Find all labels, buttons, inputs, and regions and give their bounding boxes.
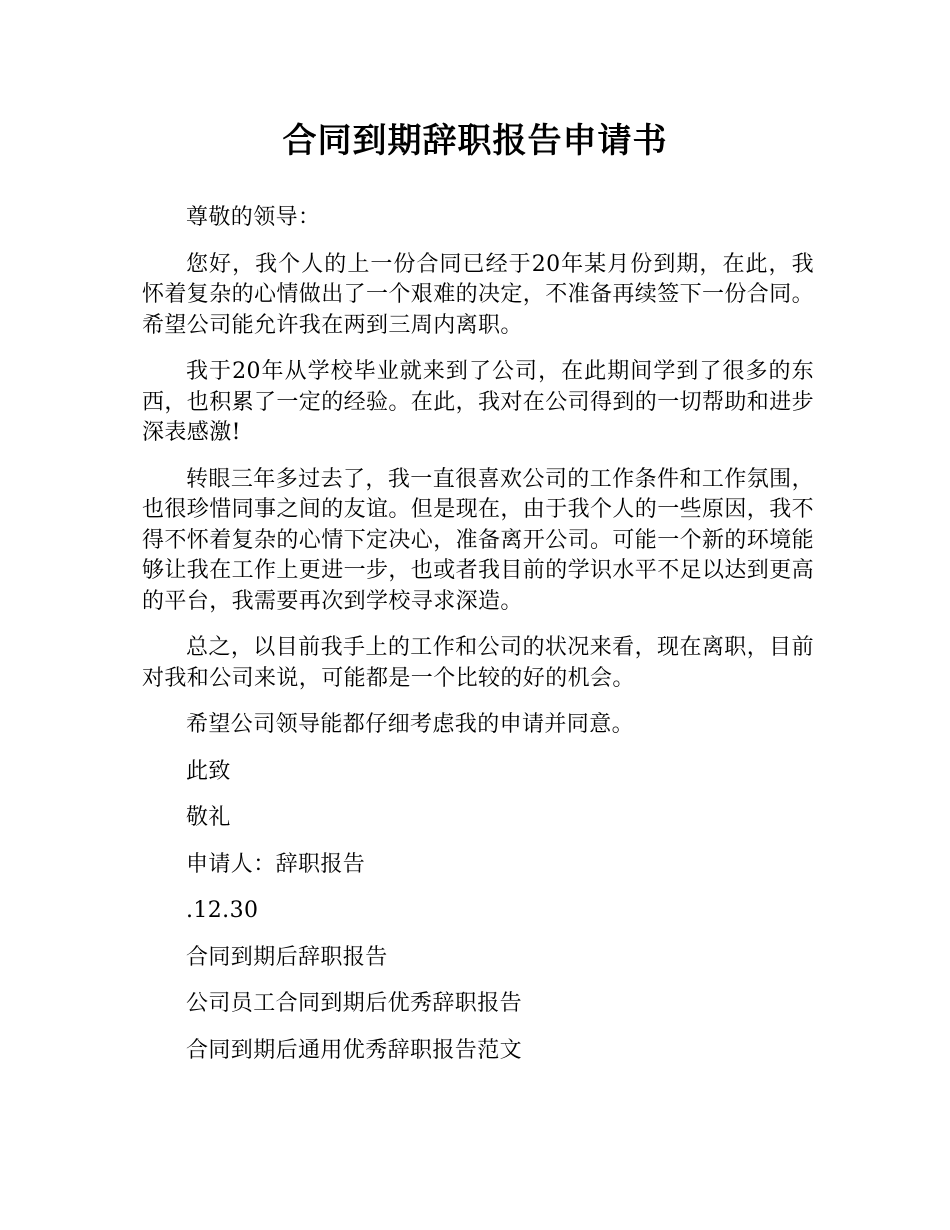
document-title: 合同到期辞职报告申请书 — [282, 121, 668, 161]
related-title-3: 合同到期后通用优秀辞职报告范文 — [186, 1037, 523, 1063]
closing-phrase-1: 此致 — [186, 758, 231, 784]
applicant-signature: 申请人：辞职报告 — [186, 851, 366, 877]
related-title-1: 合同到期后辞职报告 — [186, 944, 388, 970]
paragraph-greeting: 您好，我个人的上一份合同已经于20年某月份到期，在此，我怀着复杂的心情做出了一个艰难的决定，不准备再续签下一份合同。希望公司能允许我在两到三周内离职。 — [142, 251, 815, 338]
paragraph-gratitude: 我于20年从学校毕业就来到了公司，在此期间学到了很多的东西，也积累了一定的经验。在此，我对在公司得到的一切帮助和进步深表感激! — [142, 359, 815, 445]
closing-phrase-2: 敬礼 — [186, 805, 231, 830]
document-body — [142, 203, 814, 1082]
salutation: 尊敬的领导： — [186, 205, 321, 230]
related-title-2: 公司员工合同到期后优秀辞职报告 — [186, 991, 523, 1016]
paragraph-conclusion: 总之，以目前我手上的工作和公司的状况来看，现在离职，目前对我和公司来说，可能都是一个比较的好的机会。 — [142, 635, 814, 691]
document-date: .12.30 — [186, 898, 259, 923]
paragraph-reasons: 转眼三年多过去了，我一直很喜欢公司的工作条件和工作氛围，也很珍惜同事之间的友谊。但是现在，由于我个人的一些原因，我不得不怀着复杂的心情下定决心，准备离开公司。可能一个新的环境能够让我在工作上更进一步，也或者我目前的学识水平不足以达到更高的平台，我需要再次到学校寻求深造。 — [142, 466, 815, 614]
closing-request: 希望公司领导能都仔细考虑我的申请并同意。 — [186, 712, 635, 737]
